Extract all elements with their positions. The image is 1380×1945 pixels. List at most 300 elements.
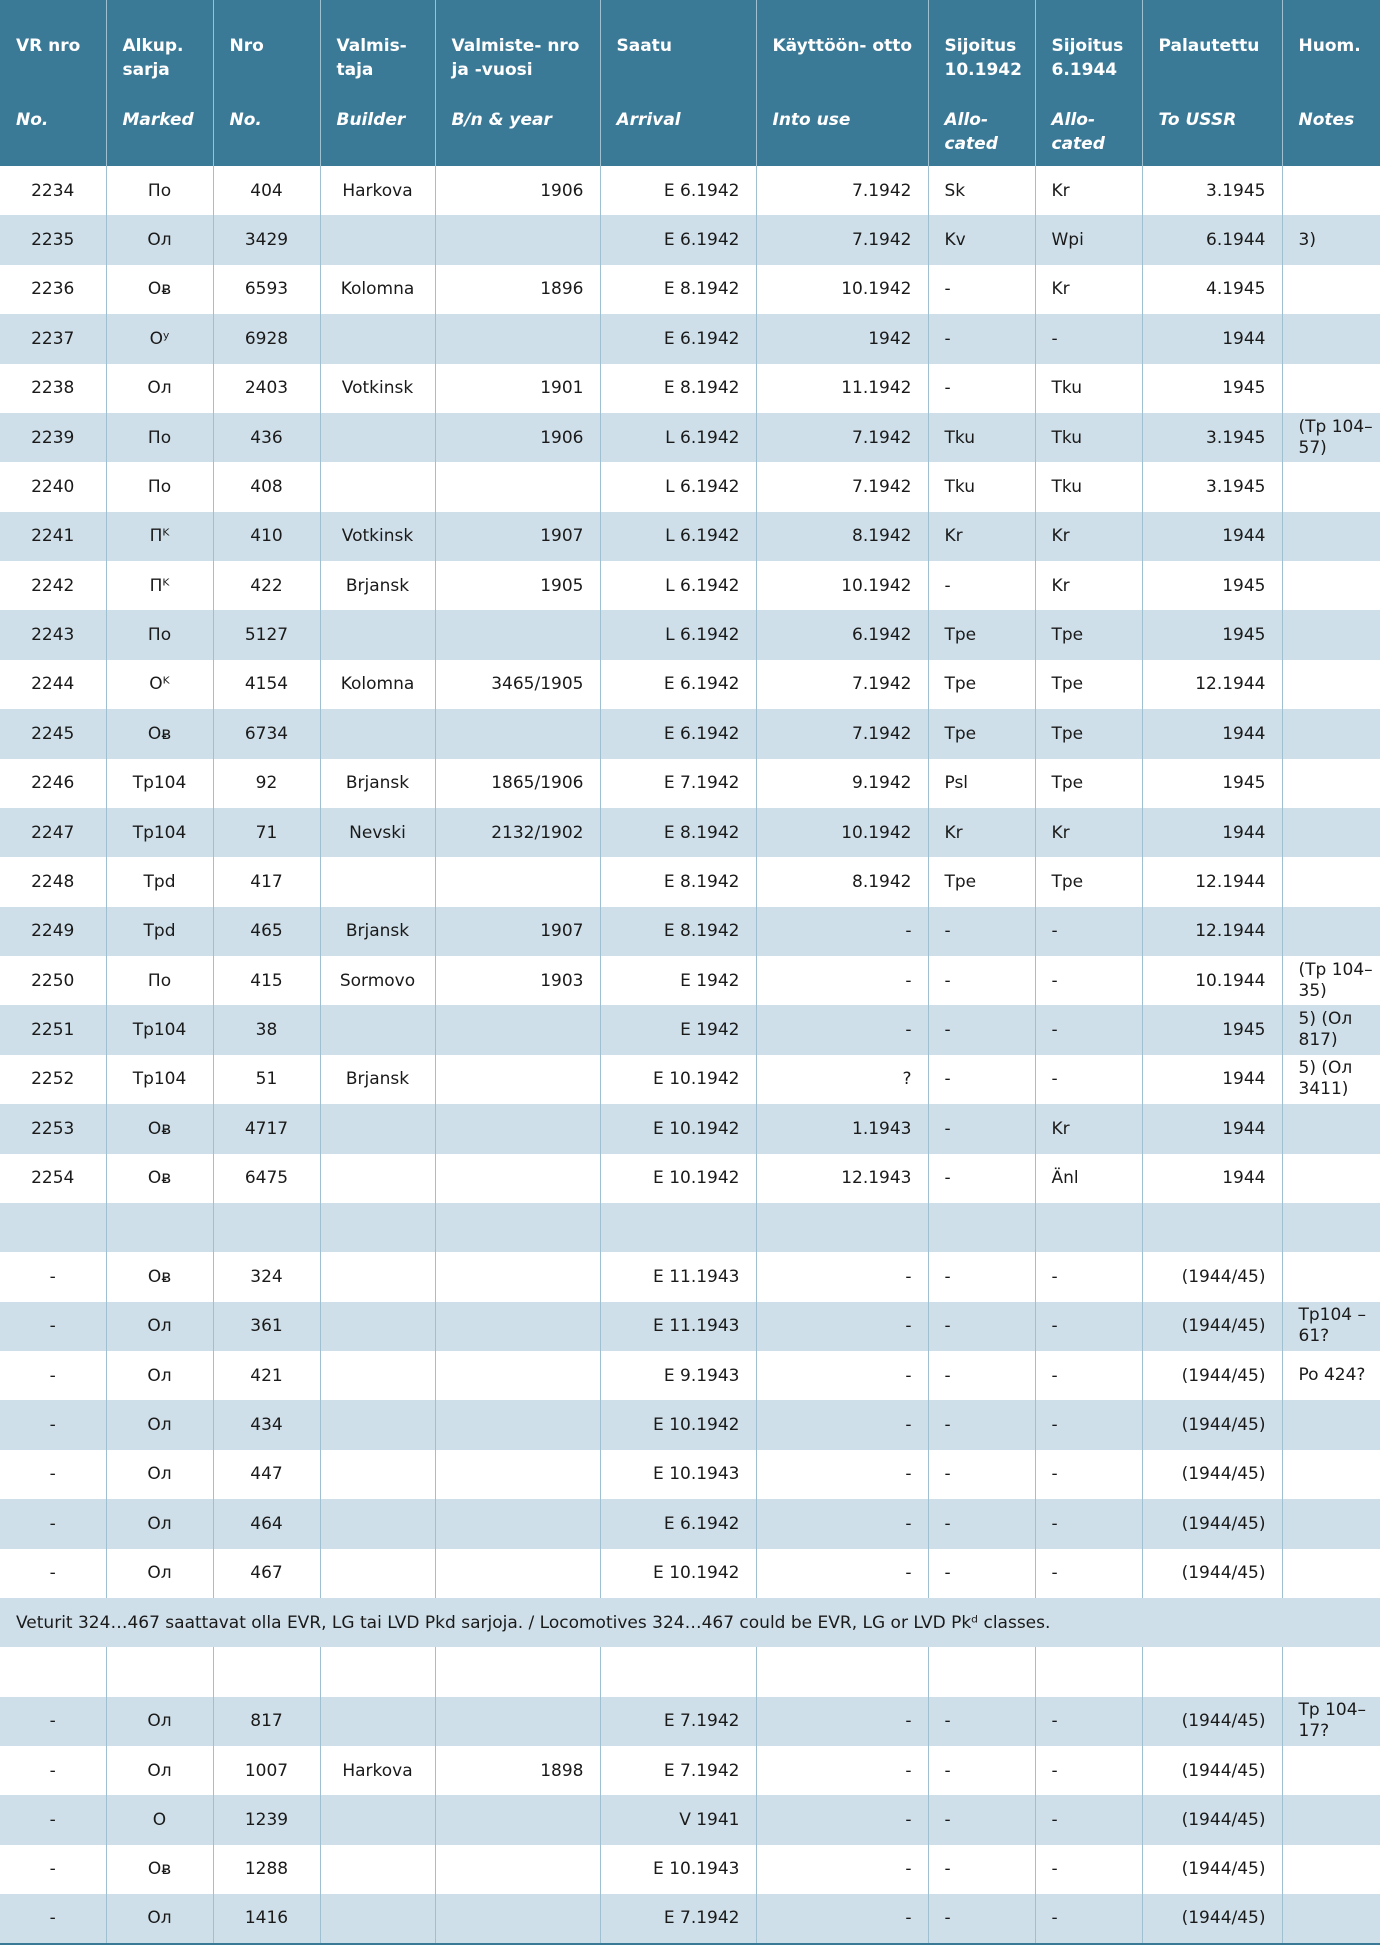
cell-valmistaja bbox=[320, 709, 435, 758]
cell-kayttoonotto: 7.1942 bbox=[756, 166, 928, 215]
cell-vr-nro: - bbox=[0, 1252, 106, 1301]
cell-palautettu: 12.1944 bbox=[1142, 907, 1282, 956]
cell-valmistaja bbox=[320, 1894, 435, 1943]
cell-huom: 5) (Оᴫ 3411) bbox=[1282, 1055, 1380, 1104]
cell-sijoitus-1944: Tku bbox=[1035, 364, 1142, 413]
cell-huom bbox=[1282, 610, 1380, 659]
cell-vr-nro: 2235 bbox=[0, 215, 106, 264]
cell-saatu: E 7.1942 bbox=[600, 1894, 756, 1943]
cell-sijoitus-1944: - bbox=[1035, 1894, 1142, 1943]
cell-sijoitus-1944: - bbox=[1035, 1795, 1142, 1844]
cell-sijoitus-1942: - bbox=[928, 1845, 1035, 1894]
header-label-en: Into use bbox=[772, 110, 851, 130]
cell-sijoitus-1942: - bbox=[928, 1104, 1035, 1153]
cell-huom: Tp104 –61? bbox=[1282, 1302, 1380, 1351]
cell-huom bbox=[1282, 1400, 1380, 1449]
table-row bbox=[0, 808, 1380, 857]
header-label-fi: Palautettu bbox=[1158, 36, 1260, 56]
cell-saatu: E 8.1942 bbox=[600, 364, 756, 413]
header-sijoitus-1944 bbox=[1035, 0, 1142, 166]
cell-huom bbox=[1282, 1795, 1380, 1844]
cell-sijoitus-1942: Tku bbox=[928, 462, 1035, 511]
cell-saatu: L 6.1942 bbox=[600, 413, 756, 462]
cell-palautettu: 1945 bbox=[1142, 561, 1282, 610]
cell-sijoitus-1944: Kr bbox=[1035, 512, 1142, 561]
cell-sijoitus-1942: Tpe bbox=[928, 610, 1035, 659]
cell-huom bbox=[1282, 1894, 1380, 1943]
cell-vr-nro: - bbox=[0, 1894, 106, 1943]
cell-valmistenro bbox=[435, 1549, 600, 1598]
cell-valmistaja bbox=[320, 1104, 435, 1153]
cell-huom bbox=[1282, 660, 1380, 709]
cell-sijoitus-1944 bbox=[1035, 1203, 1142, 1252]
cell-alkup-sarja: Tp104 bbox=[106, 759, 213, 808]
cell-saatu: L 6.1942 bbox=[600, 512, 756, 561]
cell-saatu: E 1942 bbox=[600, 956, 756, 1005]
header-label-en: Allo- cated bbox=[1051, 110, 1105, 154]
cell-valmistenro bbox=[435, 1647, 600, 1696]
cell-nro: 408 bbox=[213, 462, 320, 511]
header-label-en: Notes bbox=[1298, 110, 1355, 130]
cell-valmistenro: 2132/1902 bbox=[435, 808, 600, 857]
cell-sijoitus-1942 bbox=[928, 1647, 1035, 1696]
cell-sijoitus-1942: Sk bbox=[928, 166, 1035, 215]
cell-sijoitus-1944: - bbox=[1035, 907, 1142, 956]
table-row bbox=[0, 759, 1380, 808]
cell-valmistaja bbox=[320, 1203, 435, 1252]
cell-sijoitus-1944: Kr bbox=[1035, 166, 1142, 215]
cell-kayttoonotto: - bbox=[756, 1400, 928, 1449]
header-huom bbox=[1282, 0, 1380, 166]
cell-nro bbox=[213, 1647, 320, 1696]
header-label-fi: Sijoitus 6.1944 bbox=[1051, 36, 1124, 80]
cell-alkup-sarja: По bbox=[106, 462, 213, 511]
header-label-fi: Saatu bbox=[616, 36, 672, 56]
cell-valmistaja: Brjansk bbox=[320, 759, 435, 808]
cell-vr-nro: 2248 bbox=[0, 857, 106, 906]
cell-nro: 464 bbox=[213, 1499, 320, 1548]
cell-valmistenro: 1907 bbox=[435, 907, 600, 956]
cell-alkup-sarja: Оᴫ bbox=[106, 1400, 213, 1449]
cell-sijoitus-1944: - bbox=[1035, 1055, 1142, 1104]
cell-saatu: E 10.1942 bbox=[600, 1104, 756, 1153]
cell-saatu: E 10.1943 bbox=[600, 1845, 756, 1894]
cell-saatu: E 11.1943 bbox=[600, 1252, 756, 1301]
cell-huom bbox=[1282, 1746, 1380, 1795]
cell-sijoitus-1942 bbox=[928, 1203, 1035, 1252]
cell-palautettu: 1945 bbox=[1142, 610, 1282, 659]
cell-sijoitus-1944: - bbox=[1035, 1549, 1142, 1598]
cell-alkup-sarja: Оᴃ bbox=[106, 1154, 213, 1203]
cell-kayttoonotto: 7.1942 bbox=[756, 709, 928, 758]
cell-huom bbox=[1282, 1549, 1380, 1598]
table-row bbox=[0, 1499, 1380, 1548]
cell-vr-nro: - bbox=[0, 1302, 106, 1351]
table-row bbox=[0, 1302, 1380, 1351]
table-row bbox=[0, 1647, 1380, 1696]
cell-palautettu: (1944/45) bbox=[1142, 1549, 1282, 1598]
cell-valmistenro bbox=[435, 314, 600, 363]
cell-valmistaja bbox=[320, 413, 435, 462]
classes-note: Veturit 324…467 saattavat olla EVR, LG tai LVD Pkd sarjoja. / Locomotives 324…467 could be EVR, LG or LVD Pkᵈ classes. bbox=[0, 1598, 1380, 1647]
cell-alkup-sarja: Пᴷ bbox=[106, 512, 213, 561]
cell-vr-nro: - bbox=[0, 1400, 106, 1449]
header-valmistenro bbox=[435, 0, 600, 166]
cell-huom: Tp 104–17? bbox=[1282, 1697, 1380, 1746]
table-row bbox=[0, 1154, 1380, 1203]
cell-saatu: E 10.1942 bbox=[600, 1400, 756, 1449]
table-row bbox=[0, 610, 1380, 659]
table-row bbox=[0, 561, 1380, 610]
cell-palautettu: (1944/45) bbox=[1142, 1252, 1282, 1301]
cell-alkup-sarja: Tp104 bbox=[106, 808, 213, 857]
cell-palautettu: (1944/45) bbox=[1142, 1894, 1282, 1943]
cell-valmistaja: Brjansk bbox=[320, 907, 435, 956]
cell-vr-nro: 2246 bbox=[0, 759, 106, 808]
cell-kayttoonotto: - bbox=[756, 1499, 928, 1548]
cell-palautettu bbox=[1142, 1203, 1282, 1252]
cell-valmistaja bbox=[320, 1845, 435, 1894]
cell-palautettu: 1944 bbox=[1142, 1104, 1282, 1153]
header-palautettu bbox=[1142, 0, 1282, 166]
cell-sijoitus-1942: Kr bbox=[928, 808, 1035, 857]
cell-saatu: E 6.1942 bbox=[600, 314, 756, 363]
cell-saatu: L 6.1942 bbox=[600, 462, 756, 511]
table-row bbox=[0, 413, 1380, 462]
cell-vr-nro: - bbox=[0, 1795, 106, 1844]
cell-huom bbox=[1282, 759, 1380, 808]
header-label-fi: Käyttöön- otto bbox=[772, 36, 913, 56]
cell-nro bbox=[213, 1203, 320, 1252]
cell-sijoitus-1944: Kr bbox=[1035, 561, 1142, 610]
cell-valmistenro: 1906 bbox=[435, 166, 600, 215]
cell-palautettu: 1945 bbox=[1142, 364, 1282, 413]
header-label-en: B/n & year bbox=[451, 110, 552, 130]
cell-sijoitus-1944: Tpe bbox=[1035, 759, 1142, 808]
cell-sijoitus-1944: Tpe bbox=[1035, 660, 1142, 709]
cell-vr-nro: 2253 bbox=[0, 1104, 106, 1153]
cell-saatu: L 6.1942 bbox=[600, 610, 756, 659]
cell-nro: 404 bbox=[213, 166, 320, 215]
cell-kayttoonotto: 12.1943 bbox=[756, 1154, 928, 1203]
cell-sijoitus-1942: Tpe bbox=[928, 660, 1035, 709]
cell-nro: 817 bbox=[213, 1697, 320, 1746]
cell-valmistenro bbox=[435, 1104, 600, 1153]
cell-valmistenro bbox=[435, 1697, 600, 1746]
cell-nro: 5127 bbox=[213, 610, 320, 659]
cell-sijoitus-1942: - bbox=[928, 907, 1035, 956]
table-row bbox=[0, 512, 1380, 561]
cell-vr-nro: 2243 bbox=[0, 610, 106, 659]
cell-saatu: E 6.1942 bbox=[600, 166, 756, 215]
cell-vr-nro: 2238 bbox=[0, 364, 106, 413]
table-row bbox=[0, 215, 1380, 264]
cell-kayttoonotto: - bbox=[756, 1845, 928, 1894]
header-nro bbox=[213, 0, 320, 166]
cell-sijoitus-1942: - bbox=[928, 956, 1035, 1005]
cell-palautettu: 3.1945 bbox=[1142, 413, 1282, 462]
cell-sijoitus-1942: - bbox=[928, 1252, 1035, 1301]
table-row bbox=[0, 1746, 1380, 1795]
cell-kayttoonotto: 1.1943 bbox=[756, 1104, 928, 1153]
cell-kayttoonotto: 10.1942 bbox=[756, 561, 928, 610]
cell-sijoitus-1944: - bbox=[1035, 1351, 1142, 1400]
cell-valmistaja: Harkova bbox=[320, 166, 435, 215]
cell-sijoitus-1942: - bbox=[928, 314, 1035, 363]
cell-palautettu: (1944/45) bbox=[1142, 1697, 1282, 1746]
cell-huom bbox=[1282, 1647, 1380, 1696]
table-body bbox=[0, 166, 1380, 1944]
cell-vr-nro: 2247 bbox=[0, 808, 106, 857]
cell-nro: 324 bbox=[213, 1252, 320, 1301]
cell-saatu: E 1942 bbox=[600, 1005, 756, 1054]
cell-palautettu: (1944/45) bbox=[1142, 1499, 1282, 1548]
table-row bbox=[0, 956, 1380, 1005]
cell-valmistenro bbox=[435, 1845, 600, 1894]
cell-sijoitus-1944: - bbox=[1035, 1005, 1142, 1054]
cell-sijoitus-1942: - bbox=[928, 364, 1035, 413]
cell-sijoitus-1942: - bbox=[928, 1746, 1035, 1795]
cell-saatu: E 10.1942 bbox=[600, 1154, 756, 1203]
cell-kayttoonotto: - bbox=[756, 1746, 928, 1795]
cell-palautettu: 1944 bbox=[1142, 512, 1282, 561]
cell-palautettu: 1945 bbox=[1142, 759, 1282, 808]
cell-valmistaja: Harkova bbox=[320, 1746, 435, 1795]
cell-saatu bbox=[600, 1203, 756, 1252]
cell-valmistaja bbox=[320, 1351, 435, 1400]
cell-sijoitus-1944: - bbox=[1035, 1845, 1142, 1894]
cell-huom bbox=[1282, 1154, 1380, 1203]
cell-valmistenro bbox=[435, 1499, 600, 1548]
cell-huom bbox=[1282, 512, 1380, 561]
cell-palautettu: 3.1945 bbox=[1142, 166, 1282, 215]
table-row bbox=[0, 1697, 1380, 1746]
table-row bbox=[0, 1549, 1380, 1598]
cell-palautettu: 12.1944 bbox=[1142, 660, 1282, 709]
cell-valmistaja bbox=[320, 1005, 435, 1054]
cell-sijoitus-1942: - bbox=[928, 1400, 1035, 1449]
cell-sijoitus-1944: Tku bbox=[1035, 462, 1142, 511]
cell-saatu: L 6.1942 bbox=[600, 561, 756, 610]
cell-valmistaja bbox=[320, 462, 435, 511]
header-label-en: No. bbox=[229, 110, 262, 130]
header-label-en: Allo- cated bbox=[944, 110, 998, 154]
cell-kayttoonotto: 7.1942 bbox=[756, 215, 928, 264]
cell-kayttoonotto: - bbox=[756, 1302, 928, 1351]
cell-vr-nro: 2249 bbox=[0, 907, 106, 956]
cell-palautettu: (1944/45) bbox=[1142, 1400, 1282, 1449]
cell-palautettu: (1944/45) bbox=[1142, 1351, 1282, 1400]
cell-palautettu: (1944/45) bbox=[1142, 1845, 1282, 1894]
cell-vr-nro: 2245 bbox=[0, 709, 106, 758]
cell-vr-nro: 2252 bbox=[0, 1055, 106, 1104]
cell-kayttoonotto: 7.1942 bbox=[756, 462, 928, 511]
table-row bbox=[0, 364, 1380, 413]
cell-palautettu: 1945 bbox=[1142, 1005, 1282, 1054]
cell-huom bbox=[1282, 561, 1380, 610]
cell-saatu: E 8.1942 bbox=[600, 808, 756, 857]
cell-alkup-sarja: Оᴃ bbox=[106, 709, 213, 758]
cell-nro: 361 bbox=[213, 1302, 320, 1351]
table-row bbox=[0, 709, 1380, 758]
cell-kayttoonotto: 7.1942 bbox=[756, 413, 928, 462]
cell-nro: 434 bbox=[213, 1400, 320, 1449]
header-label-en: Arrival bbox=[616, 110, 681, 130]
cell-sijoitus-1944: Kr bbox=[1035, 1104, 1142, 1153]
cell-huom bbox=[1282, 166, 1380, 215]
cell-kayttoonotto: - bbox=[756, 1005, 928, 1054]
cell-sijoitus-1944: - bbox=[1035, 1252, 1142, 1301]
header-label-fi: Nro bbox=[229, 36, 264, 56]
cell-valmistenro bbox=[435, 709, 600, 758]
cell-valmistenro: 1901 bbox=[435, 364, 600, 413]
cell-valmistaja: Brjansk bbox=[320, 561, 435, 610]
cell-huom: 5) (Оᴫ 817) bbox=[1282, 1005, 1380, 1054]
cell-alkup-sarja: Оᴫ bbox=[106, 1697, 213, 1746]
cell-valmistaja: Brjansk bbox=[320, 1055, 435, 1104]
cell-nro: 447 bbox=[213, 1450, 320, 1499]
header-label-fi: Valmiste- nro ja -vuosi bbox=[451, 36, 580, 80]
cell-valmistenro bbox=[435, 1302, 600, 1351]
cell-sijoitus-1942: - bbox=[928, 1351, 1035, 1400]
cell-kayttoonotto: 7.1942 bbox=[756, 660, 928, 709]
cell-huom bbox=[1282, 857, 1380, 906]
cell-valmistenro bbox=[435, 215, 600, 264]
header-label-fi: Huom. bbox=[1298, 36, 1361, 56]
cell-valmistaja bbox=[320, 1499, 435, 1548]
cell-huom bbox=[1282, 808, 1380, 857]
header-label-fi: Sijoitus 10.1942 bbox=[944, 36, 1022, 80]
cell-kayttoonotto: - bbox=[756, 1894, 928, 1943]
cell-nro: 6928 bbox=[213, 314, 320, 363]
cell-sijoitus-1944: Kr bbox=[1035, 808, 1142, 857]
cell-alkup-sarja: Оᴃ bbox=[106, 265, 213, 314]
cell-sijoitus-1944: - bbox=[1035, 956, 1142, 1005]
cell-sijoitus-1942: - bbox=[928, 1450, 1035, 1499]
cell-vr-nro: 2239 bbox=[0, 413, 106, 462]
cell-vr-nro: - bbox=[0, 1746, 106, 1795]
cell-sijoitus-1942: Kv bbox=[928, 215, 1035, 264]
note-row bbox=[0, 1598, 1380, 1647]
header-valmistaja bbox=[320, 0, 435, 166]
cell-valmistenro bbox=[435, 1154, 600, 1203]
cell-palautettu: 10.1944 bbox=[1142, 956, 1282, 1005]
table-row bbox=[0, 660, 1380, 709]
cell-palautettu: 4.1945 bbox=[1142, 265, 1282, 314]
cell-nro: 410 bbox=[213, 512, 320, 561]
cell-huom bbox=[1282, 1252, 1380, 1301]
cell-valmistenro bbox=[435, 1203, 600, 1252]
cell-huom bbox=[1282, 907, 1380, 956]
cell-kayttoonotto: ? bbox=[756, 1055, 928, 1104]
cell-nro: 6475 bbox=[213, 1154, 320, 1203]
cell-vr-nro: 2240 bbox=[0, 462, 106, 511]
cell-sijoitus-1942: - bbox=[928, 1697, 1035, 1746]
cell-valmistenro: 1903 bbox=[435, 956, 600, 1005]
cell-sijoitus-1944: Kr bbox=[1035, 265, 1142, 314]
cell-sijoitus-1944 bbox=[1035, 1647, 1142, 1696]
cell-valmistaja bbox=[320, 857, 435, 906]
cell-huom bbox=[1282, 1203, 1380, 1252]
cell-saatu: E 8.1942 bbox=[600, 857, 756, 906]
cell-alkup-sarja: Tp104 bbox=[106, 1055, 213, 1104]
cell-valmistenro bbox=[435, 1055, 600, 1104]
cell-palautettu: 6.1944 bbox=[1142, 215, 1282, 264]
cell-kayttoonotto bbox=[756, 1647, 928, 1696]
cell-alkup-sarja: Оᴷ bbox=[106, 660, 213, 709]
cell-sijoitus-1942: - bbox=[928, 1154, 1035, 1203]
table-row bbox=[0, 1795, 1380, 1844]
cell-huom bbox=[1282, 314, 1380, 363]
table-row bbox=[0, 907, 1380, 956]
cell-nro: 51 bbox=[213, 1055, 320, 1104]
table-header bbox=[0, 0, 1380, 166]
cell-palautettu: (1944/45) bbox=[1142, 1302, 1282, 1351]
cell-nro: 4717 bbox=[213, 1104, 320, 1153]
cell-kayttoonotto bbox=[756, 1203, 928, 1252]
cell-sijoitus-1944: - bbox=[1035, 314, 1142, 363]
table-row bbox=[0, 1005, 1380, 1054]
cell-vr-nro: 2234 bbox=[0, 166, 106, 215]
cell-alkup-sarja: О bbox=[106, 1795, 213, 1844]
cell-valmistaja bbox=[320, 1697, 435, 1746]
cell-vr-nro: - bbox=[0, 1499, 106, 1548]
cell-valmistenro bbox=[435, 1894, 600, 1943]
cell-vr-nro: 2251 bbox=[0, 1005, 106, 1054]
cell-saatu: E 9.1943 bbox=[600, 1351, 756, 1400]
cell-alkup-sarja: Оᴫ bbox=[106, 1351, 213, 1400]
cell-palautettu: (1944/45) bbox=[1142, 1746, 1282, 1795]
cell-sijoitus-1944: - bbox=[1035, 1400, 1142, 1449]
cell-palautettu: 1944 bbox=[1142, 808, 1282, 857]
cell-sijoitus-1944: - bbox=[1035, 1746, 1142, 1795]
cell-nro: 417 bbox=[213, 857, 320, 906]
cell-valmistenro: 1907 bbox=[435, 512, 600, 561]
cell-kayttoonotto: - bbox=[756, 1549, 928, 1598]
table-row bbox=[0, 1845, 1380, 1894]
cell-vr-nro: 2242 bbox=[0, 561, 106, 610]
cell-sijoitus-1944: Wpi bbox=[1035, 215, 1142, 264]
header-label-en: Builder bbox=[336, 110, 406, 130]
table-row bbox=[0, 1351, 1380, 1400]
header-label-en: Marked bbox=[122, 110, 194, 130]
header-label-fi: VR nro bbox=[16, 36, 81, 56]
cell-vr-nro: 2250 bbox=[0, 956, 106, 1005]
cell-kayttoonotto: 8.1942 bbox=[756, 857, 928, 906]
cell-sijoitus-1944: Änl bbox=[1035, 1154, 1142, 1203]
cell-valmistaja: Kolomna bbox=[320, 660, 435, 709]
cell-alkup-sarja: По bbox=[106, 413, 213, 462]
cell-valmistenro: 3465/1905 bbox=[435, 660, 600, 709]
cell-valmistaja bbox=[320, 1549, 435, 1598]
cell-valmistenro: 1898 bbox=[435, 1746, 600, 1795]
cell-valmistaja bbox=[320, 1302, 435, 1351]
cell-kayttoonotto: 1942 bbox=[756, 314, 928, 363]
table-row bbox=[0, 462, 1380, 511]
cell-valmistenro bbox=[435, 1005, 600, 1054]
cell-vr-nro: 2236 bbox=[0, 265, 106, 314]
cell-sijoitus-1944: Tpe bbox=[1035, 857, 1142, 906]
cell-valmistenro bbox=[435, 1351, 600, 1400]
header-vr-nro bbox=[0, 0, 106, 166]
cell-valmistaja bbox=[320, 1450, 435, 1499]
cell-sijoitus-1942: Psl bbox=[928, 759, 1035, 808]
cell-sijoitus-1942: - bbox=[928, 265, 1035, 314]
cell-vr-nro: 2244 bbox=[0, 660, 106, 709]
cell-vr-nro: - bbox=[0, 1697, 106, 1746]
cell-kayttoonotto: - bbox=[756, 1450, 928, 1499]
cell-alkup-sarja: По bbox=[106, 956, 213, 1005]
